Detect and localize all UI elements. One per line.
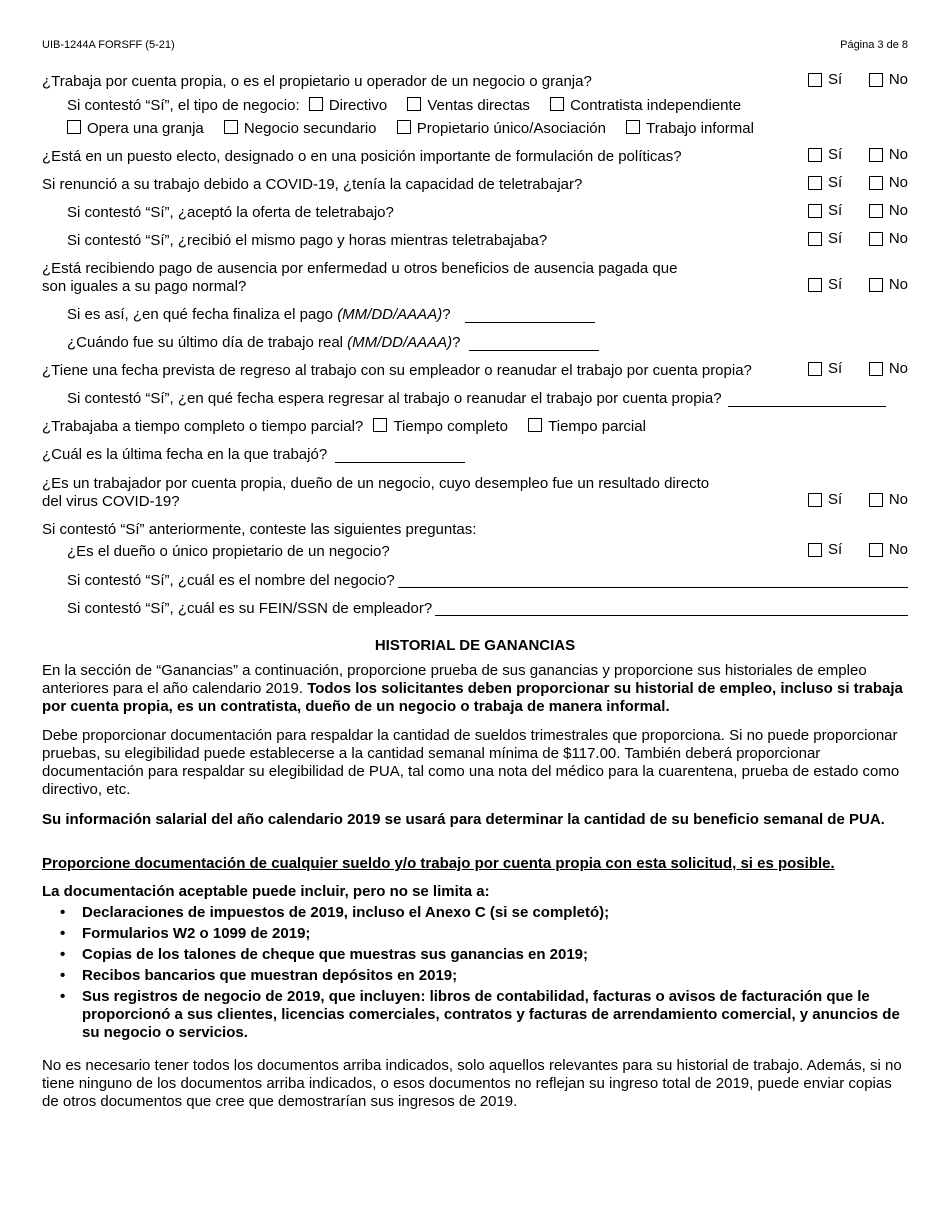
type-label: Negocio secundario [243,120,377,137]
yes-label: Sí [828,491,843,508]
p1-normal: En la sección de “Ganancias” a continuación, proporcione prueba de sus ganancias y proporcione sus historiales de empleo anteriores para el año calendario 2019. [42,662,867,697]
type-informal-checkbox[interactable] [626,120,640,134]
q3a-yes-checkbox[interactable] [808,204,822,218]
date-format: (MM/DD/AAAA) [337,306,443,323]
list-item: • Copias de los talones de cheque que muestras sus ganancias en 2019; [42,946,908,964]
q1-yes-no [808,71,908,88]
no-label: No [888,230,908,247]
q5-yes-checkbox[interactable] [808,362,822,376]
fein-ssn-field[interactable] [435,600,908,616]
q1-yes-checkbox[interactable] [808,73,822,87]
part-time-label: Tiempo parcial [548,418,646,435]
q4b-text: ¿Cuándo fue su último día de trabajo real [67,334,343,351]
yes-label: Sí [828,174,843,191]
q2-question: ¿Está en un puesto electo, designado o en una posición importante de formulación de políticas? [42,148,682,165]
q1-business-types-line2 [67,120,908,138]
q4-question-line2: son iguales a su pago normal? [42,278,247,295]
q4a-text: Si es así, ¿en qué fecha finaliza el pago [67,306,334,323]
q5a-question [67,390,908,408]
type-label: Directivo [328,97,388,114]
q2-yes-no [808,146,908,163]
q4a-question [67,306,908,324]
q3b-no-checkbox[interactable] [869,232,883,246]
yes-label: Sí [828,146,843,163]
return-date-field[interactable] [728,391,886,407]
p1-bold: Todos los solicitantes deben proporcionar su historial de empleo, incluso si trabaja por cuenta propia, es un contratista, dueño de un negocio o trabaja de manera informal. [42,680,903,715]
q4-yes-no [808,276,908,293]
paragraph-documentation: Debe proporcionar documentación para respaldar la cantidad de sueldos trimestrales que proporciona. Si no puede proporcionar pruebas, su elegibilidad puede establecerse a la cantidad semanal mínima de $117.00. También deberá proporcionar documentación para respaldar su elegibilidad de PUA, tal como una nota del médico para la cuarentena, prueba de estado como directivo, etc. [42,727,900,798]
q9c-question [67,600,908,618]
q4a-end: ? [442,306,451,323]
q3b-yes-checkbox[interactable] [808,232,822,246]
q5-question: ¿Tiene una fecha prevista de regreso al trabajo con su empleador o reanudar el trabajo por cuenta propia? [42,362,752,379]
pay-end-date-field[interactable] [465,307,595,323]
documents-list [42,904,908,1045]
full-time-label: Tiempo completo [393,418,508,435]
no-label: No [888,174,908,191]
q4-yes-checkbox[interactable] [808,278,822,292]
q9a-yes-no [808,541,908,558]
q8-question-line1: ¿Es un trabajador por cuenta propia, dueño de un negocio, cuyo desempleo fue un resultado directo [42,475,710,492]
q3-no-checkbox[interactable] [869,176,883,190]
no-label: No [888,360,908,377]
q3b-question: Si contestó “Sí”, ¿recibió el mismo pago y horas mientras teletrabajaba? [67,232,548,249]
section-title: HISTORIAL DE GANANCIAS [374,637,576,654]
type-directivo-checkbox[interactable] [309,97,323,111]
q9b-question [67,572,908,590]
yes-label: Sí [828,360,843,377]
q6-text: ¿Trabajaba a tiempo completo o tiempo parcial? [42,418,364,435]
q9a-question: ¿Es el dueño o único propietario de un negocio? [67,543,390,560]
list-item: • Sus registros de negocio de 2019, que incluyen: libros de contabilidad, facturas o avisos de facturación que le proporcionó a sus clientes, licencias comerciales, contratos y facturas de arrendamiento comercial, y anuncios de su negocio o servicios. [42,988,908,1042]
q1-business-types-line1 [67,97,908,115]
q5-yes-no [808,360,908,377]
paragraph-acceptable-docs: La documentación aceptable puede incluir, pero no se limita a: [42,883,490,900]
q8-yes-no [808,491,908,508]
q3b-yes-no [808,230,908,247]
q3a-no-checkbox[interactable] [869,204,883,218]
list-item: • Formularios W2 o 1099 de 2019; [42,925,908,943]
q1-sub-label: Si contestó “Sí”, el tipo de negocio: [67,97,300,114]
q3a-yes-no [808,202,908,219]
last-date-worked-field[interactable] [335,447,465,463]
yes-label: Sí [828,202,843,219]
list-item: • Declaraciones de impuestos de 2019, incluso el Anexo C (si se completó); [42,904,908,922]
q1-question: ¿Trabaja por cuenta propia, o es el propietario u operador de un negocio o granja? [42,73,592,90]
full-time-checkbox[interactable] [373,418,387,432]
q8-question-line2: del virus COVID-19? [42,493,180,510]
no-label: No [888,276,908,293]
no-label: No [888,541,908,558]
q9b-text: Si contestó “Sí”, ¿cuál es el nombre del negocio? [67,572,395,589]
q3-yes-checkbox[interactable] [808,176,822,190]
q9c-text: Si contestó “Sí”, ¿cuál es su FEIN/SSN de empleador? [67,600,433,617]
q3-yes-no [808,174,908,191]
page-number: Página 3 de 8 [840,39,908,51]
q6-question [42,418,908,436]
q4b-end: ? [452,334,461,351]
type-secundario-checkbox[interactable] [224,120,238,134]
date-format: (MM/DD/AAAA) [347,334,453,351]
q1-no-checkbox[interactable] [869,73,883,87]
type-label: Propietario único/Asociación [416,120,606,137]
type-label: Contratista independiente [570,97,742,114]
paragraph-salary-info: Su información salarial del año calendario 2019 se usará para determinar la cantidad de su beneficio semanal de PUA. [42,811,885,828]
q2-no-checkbox[interactable] [869,148,883,162]
yes-label: Sí [828,276,843,293]
q3-question: Si renunció a su trabajo debido a COVID-19, ¿tenía la capacidad de teletrabajar? [42,176,583,193]
type-label: Ventas directas [427,97,530,114]
type-contratista-checkbox[interactable] [550,97,564,111]
paragraph-provide-docs: Proporcione documentación de cualquier sueldo y/o trabajo por cuenta propia con esta solicitud, si es posible. [42,855,835,872]
type-label: Opera una granja [87,120,204,137]
yes-label: Sí [828,230,843,247]
no-label: No [888,146,908,163]
type-granja-checkbox[interactable] [67,120,81,134]
type-ventas-checkbox[interactable] [407,97,421,111]
part-time-checkbox[interactable] [528,418,542,432]
list-item: • Recibos bancarios que muestran depósitos en 2019; [42,967,908,985]
no-label: No [888,71,908,88]
q8-no-checkbox[interactable] [869,493,883,507]
q3a-question: Si contestó “Sí”, ¿aceptó la oferta de teletrabajo? [67,204,394,221]
q9-intro: Si contestó “Sí” anteriormente, conteste las siguientes preguntas: [42,521,477,538]
q9a-yes-checkbox[interactable] [808,543,822,557]
last-work-day-field[interactable] [469,335,599,351]
no-label: No [888,491,908,508]
q4-no-checkbox[interactable] [869,278,883,292]
yes-label: Sí [828,541,843,558]
q2-yes-checkbox[interactable] [808,148,822,162]
q4b-question [67,334,908,352]
q5-no-checkbox[interactable] [869,362,883,376]
no-label: No [888,202,908,219]
q7-question [42,446,908,464]
paragraph-earnings-intro [42,662,908,716]
q9a-no-checkbox[interactable] [869,543,883,557]
q4-question-line1: ¿Está recibiendo pago de ausencia por enfermedad u otros beneficios de ausencia pagada que [42,260,678,277]
type-label: Trabajo informal [646,120,754,137]
q8-yes-checkbox[interactable] [808,493,822,507]
q7-text: ¿Cuál es la última fecha en la que trabajó? [42,446,328,463]
yes-label: Sí [828,71,843,88]
paragraph-closing: No es necesario tener todos los documentos arriba indicados, solo aquellos relevantes para su historial de trabajo. Además, si no tiene ninguno de los documentos arriba indicados, o esos documentos no reflejan su ingreso total de 2019, puede enviar copias de otros documentos que cree que demostrarían sus ingresos de 2019. [42,1057,902,1110]
type-propietario-checkbox[interactable] [397,120,411,134]
q5a-text: Si contestó “Sí”, ¿en qué fecha espera regresar al trabajo o reanudar el trabajo por cuenta propia? [67,390,722,407]
business-name-field[interactable] [398,572,908,588]
form-id: UIB-1244A FORSFF (5-21) [42,39,175,51]
